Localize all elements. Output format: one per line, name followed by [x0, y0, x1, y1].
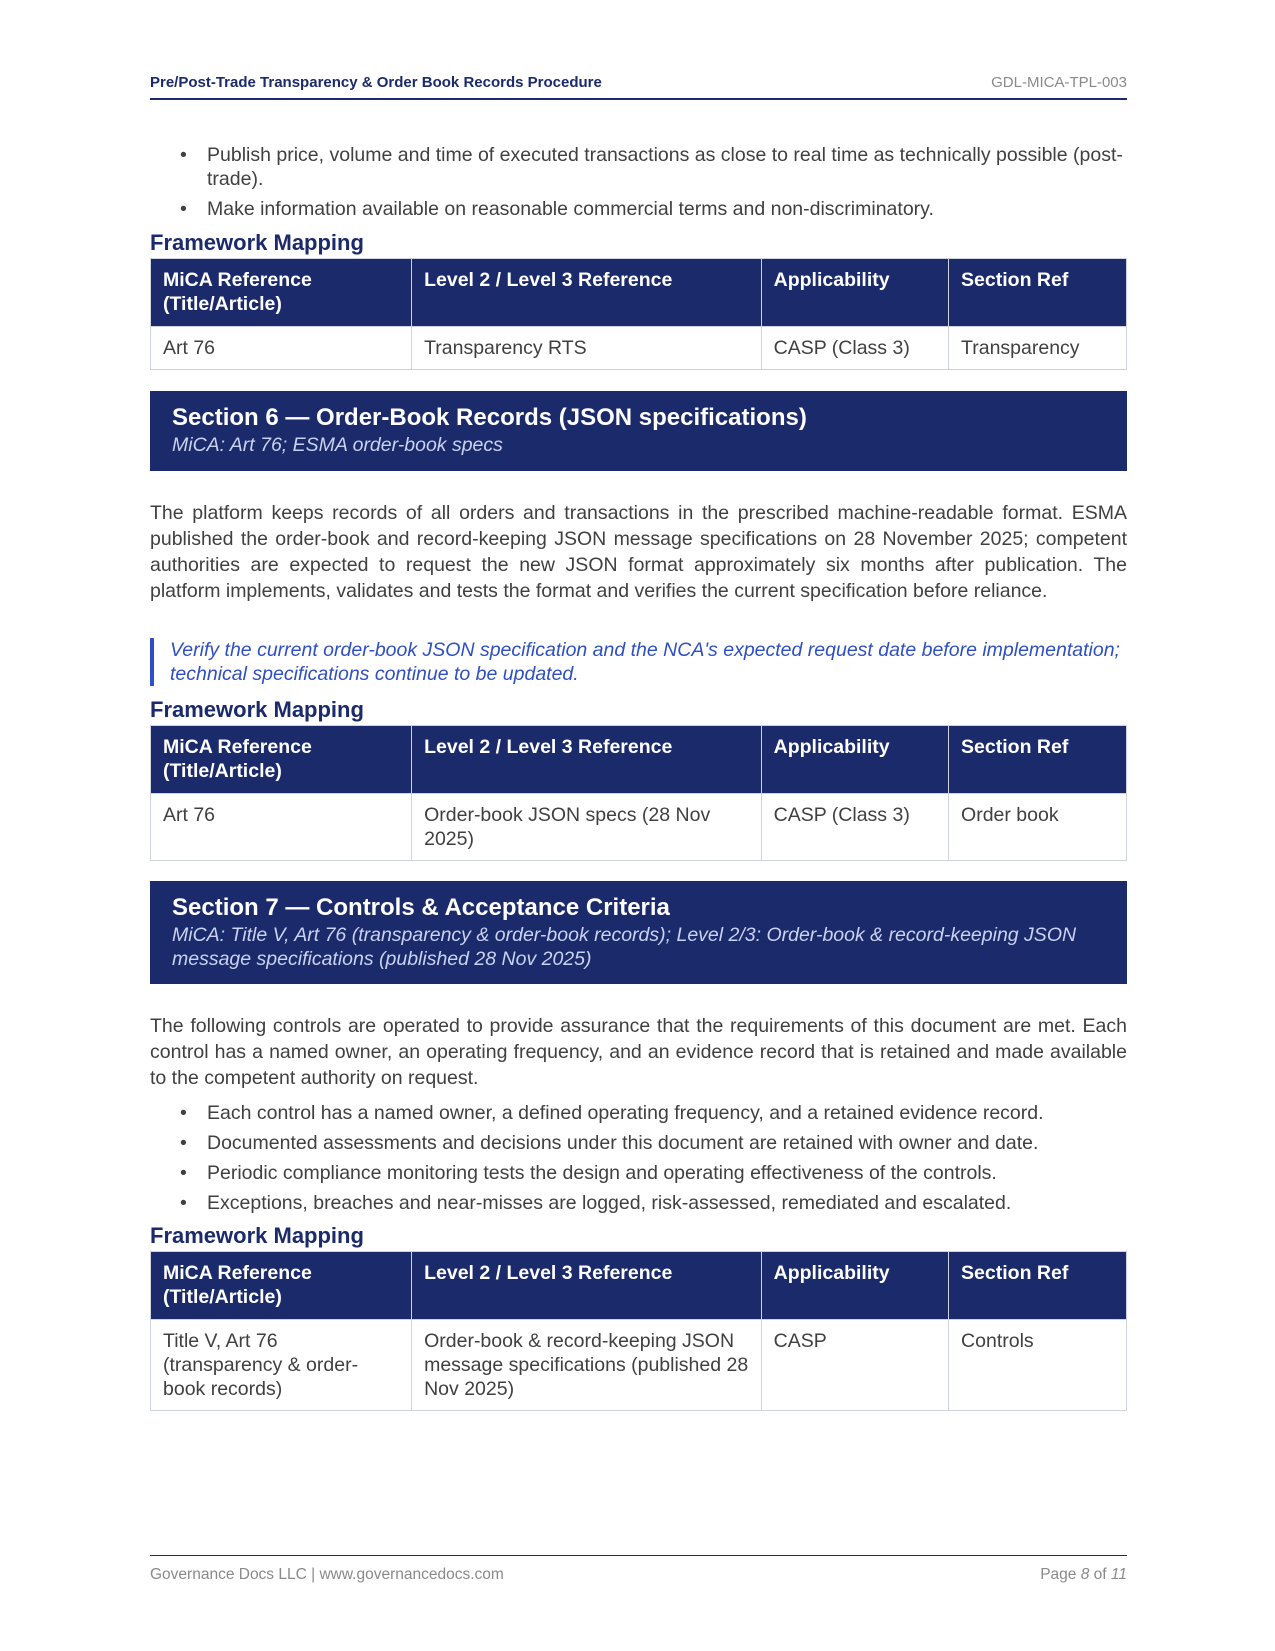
- page-word: Page: [1040, 1566, 1077, 1583]
- controls-bullet-list: [150, 1101, 1127, 1221]
- section-subtitle: MiCA: Title V, Art 76 (transparency & order-book records); Level 2/3: Order-book & record-keeping JSON message specifications (published 28 Nov 2025): [172, 924, 1077, 970]
- framework-mapping-table: [150, 258, 1127, 370]
- section-6-banner: [150, 391, 1127, 471]
- framework-mapping-heading: Framework Mapping: [150, 1223, 364, 1248]
- bullet-glyph: •: [180, 1162, 187, 1184]
- framework-mapping-heading: Framework Mapping: [150, 230, 364, 255]
- document-title: Pre/Post-Trade Transparency & Order Book Records Procedure: [150, 74, 602, 91]
- column-header-applicability: Applicability: [761, 726, 948, 794]
- page-number: [1040, 1566, 1127, 1584]
- verification-callout: Verify the current order-book JSON specification and the NCA's expected request date before implementation; technical specifications continue to be updated.: [150, 638, 1127, 686]
- framework-mapping-table: [150, 1251, 1127, 1411]
- of-word: of: [1093, 1566, 1107, 1583]
- bullet-glyph: •: [180, 144, 187, 166]
- table-header-row: [151, 1252, 1127, 1320]
- cell-level: Order-book & record-keeping JSON message specifications (published 28 Nov 2025): [412, 1320, 762, 1411]
- section-subtitle: MiCA: Art 76; ESMA order-book specs: [172, 434, 503, 456]
- bullet-glyph: •: [180, 1102, 187, 1124]
- cell-level: Order-book JSON specs (28 Nov 2025): [412, 794, 762, 861]
- cell-section-ref: Transparency: [949, 327, 1127, 370]
- column-header-level: Level 2 / Level 3 Reference: [412, 259, 762, 327]
- column-header-section-ref: Section Ref: [949, 726, 1127, 794]
- table-row: [151, 794, 1127, 861]
- column-header-level: Level 2 / Level 3 Reference: [412, 726, 762, 794]
- column-header-mica: MiCA Reference (Title/Article): [151, 1252, 412, 1320]
- section-7-body: The following controls are operated to provide assurance that the requirements of this document are met. Each control has a named owner, an operating frequency, and an evidence record that is retained and made available to the competent authority on request.: [150, 1015, 1127, 1089]
- intro-bullet-list: [150, 143, 1127, 227]
- bullet-glyph: •: [180, 1132, 187, 1154]
- framework-mapping-table: [150, 725, 1127, 861]
- cell-mica: Art 76: [151, 327, 412, 370]
- document-id: GDL-MICA-TPL-003: [991, 74, 1127, 91]
- column-header-level: Level 2 / Level 3 Reference: [412, 1252, 762, 1320]
- cell-applicability: CASP: [761, 1320, 948, 1411]
- column-header-mica: MiCA Reference (Title/Article): [151, 259, 412, 327]
- section-7-banner: [150, 881, 1127, 984]
- cell-mica: Art 76: [151, 794, 412, 861]
- running-footer: [150, 1555, 1127, 1586]
- cell-mica: Title V, Art 76 (transparency & order-book records): [151, 1320, 412, 1411]
- column-header-section-ref: Section Ref: [949, 1252, 1127, 1320]
- section-title: Section 7 — Controls & Acceptance Criteria: [172, 894, 670, 921]
- cell-section-ref: Order book: [949, 794, 1127, 861]
- bullet-glyph: •: [180, 198, 187, 220]
- total-pages: 11: [1110, 1566, 1127, 1583]
- bullet-text: Publish price, volume and time of executed transactions as close to real time as technically possible (post-trade).: [207, 144, 1123, 190]
- section-title: Section 6 — Order-Book Records (JSON specifications): [172, 404, 807, 431]
- column-header-mica: MiCA Reference (Title/Article): [151, 726, 412, 794]
- bullet-glyph: •: [180, 1192, 187, 1214]
- list-item: [150, 1101, 1127, 1125]
- column-header-applicability: Applicability: [761, 1252, 948, 1320]
- section-6-body: The platform keeps records of all orders and transactions in the prescribed machine-readable format. ESMA published the order-book and record-keeping JSON message specifications on 28 November 2025; competent authorities are expected to request the new JSON format approximately six months after publication. The platform implements, validates and tests the format and verifies the current specification before reliance.: [150, 502, 1127, 602]
- bullet-text: Each control has a named owner, a defined operating frequency, and a retained evidence record.: [207, 1102, 1044, 1124]
- table-row: [151, 1320, 1127, 1411]
- list-item: [150, 1161, 1127, 1185]
- column-header-applicability: Applicability: [761, 259, 948, 327]
- table-header-row: [151, 259, 1127, 327]
- cell-section-ref: Controls: [949, 1320, 1127, 1411]
- table-header-row: [151, 726, 1127, 794]
- bullet-text: Make information available on reasonable commercial terms and non-discriminatory.: [207, 198, 934, 220]
- list-item: [150, 1191, 1127, 1215]
- column-header-section-ref: Section Ref: [949, 259, 1127, 327]
- bullet-text: Documented assessments and decisions under this document are retained with owner and date.: [207, 1132, 1039, 1154]
- running-header: [150, 74, 1127, 100]
- list-item: [150, 143, 1127, 191]
- cell-level: Transparency RTS: [412, 327, 762, 370]
- framework-mapping-heading: Framework Mapping: [150, 697, 364, 722]
- list-item: [150, 197, 1127, 221]
- list-item: [150, 1131, 1127, 1155]
- bullet-text: Exceptions, breaches and near-misses are logged, risk-assessed, remediated and escalated.: [207, 1192, 1012, 1214]
- cell-applicability: CASP (Class 3): [761, 794, 948, 861]
- table-row: [151, 327, 1127, 370]
- bullet-text: Periodic compliance monitoring tests the design and operating effectiveness of the controls.: [207, 1162, 997, 1184]
- cell-applicability: CASP (Class 3): [761, 327, 948, 370]
- footer-company: Governance Docs LLC | www.governancedocs.com: [150, 1566, 504, 1583]
- current-page: 8: [1080, 1566, 1090, 1583]
